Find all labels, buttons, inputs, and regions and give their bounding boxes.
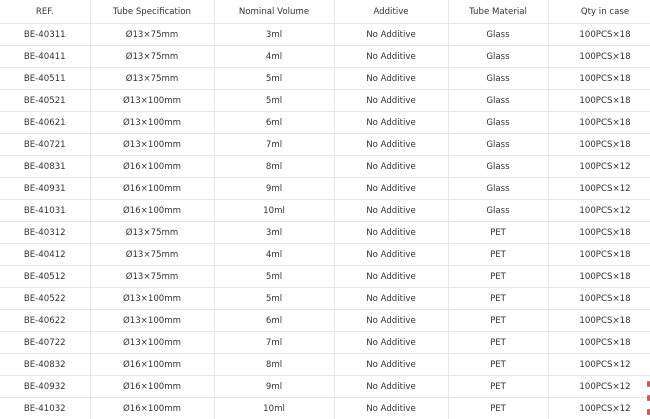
- cell-tube-material: PET: [448, 376, 548, 398]
- cell-tube-material: Glass: [448, 90, 548, 112]
- cell-tube-specification: Ø13×75mm: [90, 68, 214, 90]
- cell-nominal-volume: 3ml: [214, 222, 334, 244]
- cell-tube-material: PET: [448, 222, 548, 244]
- cell-ref: BE-40522: [0, 288, 90, 310]
- cell-ref: BE-41031: [0, 200, 90, 222]
- cell-ref: BE-40831: [0, 156, 90, 178]
- header-nominal-volume: Nominal Volume: [214, 0, 334, 24]
- table-row: [0, 200, 650, 222]
- header-tube-material: Tube Material: [448, 0, 548, 24]
- cell-tube-material: Glass: [448, 178, 548, 200]
- cell-additive: No Additive: [334, 222, 448, 244]
- cell-additive: No Additive: [334, 90, 448, 112]
- cell-tube-specification: Ø16×100mm: [90, 376, 214, 398]
- cell-qty-in-case: 100PCS×12: [548, 200, 650, 222]
- header-ref: REF.: [0, 0, 90, 24]
- cell-nominal-volume: 10ml: [214, 200, 334, 222]
- cell-tube-specification: Ø13×100mm: [90, 90, 214, 112]
- cell-qty-in-case: 100PCS×18: [548, 244, 650, 266]
- cell-additive: No Additive: [334, 398, 448, 419]
- cell-nominal-volume: 7ml: [214, 134, 334, 156]
- cell-nominal-volume: 10ml: [214, 398, 334, 419]
- table-row: [0, 222, 650, 244]
- cell-nominal-volume: 6ml: [214, 112, 334, 134]
- table-header-row: [0, 0, 650, 24]
- cell-ref: BE-40832: [0, 354, 90, 376]
- table-row: [0, 266, 650, 288]
- cell-ref: BE-40721: [0, 134, 90, 156]
- cell-tube-material: Glass: [448, 46, 548, 68]
- header-additive: Additive: [334, 0, 448, 24]
- cell-tube-specification: Ø16×100mm: [90, 156, 214, 178]
- table-row: [0, 156, 650, 178]
- cell-nominal-volume: 3ml: [214, 24, 334, 46]
- cell-nominal-volume: 8ml: [214, 156, 334, 178]
- cell-tube-specification: Ø13×75mm: [90, 244, 214, 266]
- cell-tube-material: Glass: [448, 24, 548, 46]
- cell-qty-in-case: 100PCS×18: [548, 310, 650, 332]
- cell-ref: BE-40622: [0, 310, 90, 332]
- cell-additive: No Additive: [334, 266, 448, 288]
- cell-qty-in-case: 100PCS×18: [548, 68, 650, 90]
- table-row: [0, 288, 650, 310]
- cell-ref: BE-40412: [0, 244, 90, 266]
- cell-ref: BE-41032: [0, 398, 90, 419]
- cell-nominal-volume: 5ml: [214, 288, 334, 310]
- cell-additive: No Additive: [334, 310, 448, 332]
- cell-nominal-volume: 4ml: [214, 244, 334, 266]
- cell-nominal-volume: 9ml: [214, 376, 334, 398]
- cell-additive: No Additive: [334, 68, 448, 90]
- cell-nominal-volume: 7ml: [214, 332, 334, 354]
- cell-additive: No Additive: [334, 200, 448, 222]
- cell-ref: BE-40722: [0, 332, 90, 354]
- cell-qty-in-case: 100PCS×18: [548, 46, 650, 68]
- cell-qty-in-case: 100PCS×12: [548, 398, 650, 419]
- cell-tube-specification: Ø13×100mm: [90, 310, 214, 332]
- table-row: [0, 46, 650, 68]
- cell-tube-material: PET: [448, 244, 548, 266]
- cell-qty-in-case: 100PCS×18: [548, 222, 650, 244]
- cell-qty-in-case: 100PCS×12: [548, 156, 650, 178]
- table-row: [0, 354, 650, 376]
- cell-tube-specification: Ø13×75mm: [90, 222, 214, 244]
- cell-ref: BE-40521: [0, 90, 90, 112]
- cell-additive: No Additive: [334, 332, 448, 354]
- table-row: [0, 178, 650, 200]
- cell-additive: No Additive: [334, 156, 448, 178]
- cell-additive: No Additive: [334, 46, 448, 68]
- cell-qty-in-case: 100PCS×18: [548, 288, 650, 310]
- cell-tube-specification: Ø13×75mm: [90, 24, 214, 46]
- cell-nominal-volume: 6ml: [214, 310, 334, 332]
- cell-tube-material: PET: [448, 310, 548, 332]
- cell-qty-in-case: 100PCS×18: [548, 266, 650, 288]
- cell-nominal-volume: 5ml: [214, 90, 334, 112]
- cell-tube-material: PET: [448, 266, 548, 288]
- cell-qty-in-case: 100PCS×18: [548, 112, 650, 134]
- cell-tube-specification: Ø13×100mm: [90, 332, 214, 354]
- cell-tube-specification: Ø13×75mm: [90, 46, 214, 68]
- cell-ref: BE-40312: [0, 222, 90, 244]
- cell-ref: BE-40932: [0, 376, 90, 398]
- cell-additive: No Additive: [334, 288, 448, 310]
- cell-tube-material: Glass: [448, 134, 548, 156]
- cell-additive: No Additive: [334, 354, 448, 376]
- cell-qty-in-case: 100PCS×12: [548, 354, 650, 376]
- table-row: [0, 332, 650, 354]
- table-row: [0, 112, 650, 134]
- cell-tube-specification: Ø13×75mm: [90, 266, 214, 288]
- cell-tube-specification: Ø16×100mm: [90, 398, 214, 419]
- table-row: [0, 24, 650, 46]
- cell-ref: BE-40511: [0, 68, 90, 90]
- table-row: [0, 310, 650, 332]
- cell-qty-in-case: 100PCS×18: [548, 332, 650, 354]
- cell-qty-in-case: 100PCS×18: [548, 24, 650, 46]
- cell-tube-material: Glass: [448, 112, 548, 134]
- cell-additive: No Additive: [334, 178, 448, 200]
- cell-tube-specification: Ø13×100mm: [90, 134, 214, 156]
- table-body: [0, 24, 650, 419]
- cell-nominal-volume: 5ml: [214, 68, 334, 90]
- cell-ref: BE-40311: [0, 24, 90, 46]
- cell-qty-in-case: 100PCS×12: [548, 178, 650, 200]
- cell-additive: No Additive: [334, 24, 448, 46]
- cell-qty-in-case: 100PCS×18: [548, 134, 650, 156]
- cell-nominal-volume: 9ml: [214, 178, 334, 200]
- cell-ref: BE-40411: [0, 46, 90, 68]
- table-row: [0, 90, 650, 112]
- cell-tube-specification: Ø13×100mm: [90, 288, 214, 310]
- cell-tube-material: PET: [448, 332, 548, 354]
- cell-tube-material: Glass: [448, 200, 548, 222]
- cell-additive: No Additive: [334, 134, 448, 156]
- cell-ref: BE-40931: [0, 178, 90, 200]
- table-row: [0, 244, 650, 266]
- cell-qty-in-case: 100PCS×18: [548, 90, 650, 112]
- cell-tube-material: Glass: [448, 68, 548, 90]
- cell-tube-specification: Ø13×100mm: [90, 112, 214, 134]
- header-tube-specification: Tube Specification: [90, 0, 214, 24]
- cell-tube-material: PET: [448, 288, 548, 310]
- table-row: [0, 376, 650, 398]
- cell-additive: No Additive: [334, 376, 448, 398]
- cell-tube-specification: Ø16×100mm: [90, 178, 214, 200]
- cell-additive: No Additive: [334, 244, 448, 266]
- cell-tube-material: PET: [448, 398, 548, 419]
- cell-nominal-volume: 8ml: [214, 354, 334, 376]
- cell-tube-material: Glass: [448, 156, 548, 178]
- cell-ref: BE-40621: [0, 112, 90, 134]
- table-row: [0, 134, 650, 156]
- table-row: [0, 68, 650, 90]
- cell-nominal-volume: 5ml: [214, 266, 334, 288]
- table-row: [0, 398, 650, 419]
- header-qty-in-case: Qty in case: [548, 0, 650, 24]
- cell-tube-specification: Ø16×100mm: [90, 200, 214, 222]
- cell-tube-specification: Ø16×100mm: [90, 354, 214, 376]
- cell-tube-material: PET: [448, 354, 548, 376]
- cell-additive: No Additive: [334, 112, 448, 134]
- cell-nominal-volume: 4ml: [214, 46, 334, 68]
- cell-ref: BE-40512: [0, 266, 90, 288]
- cell-qty-in-case: 100PCS×12: [548, 376, 650, 398]
